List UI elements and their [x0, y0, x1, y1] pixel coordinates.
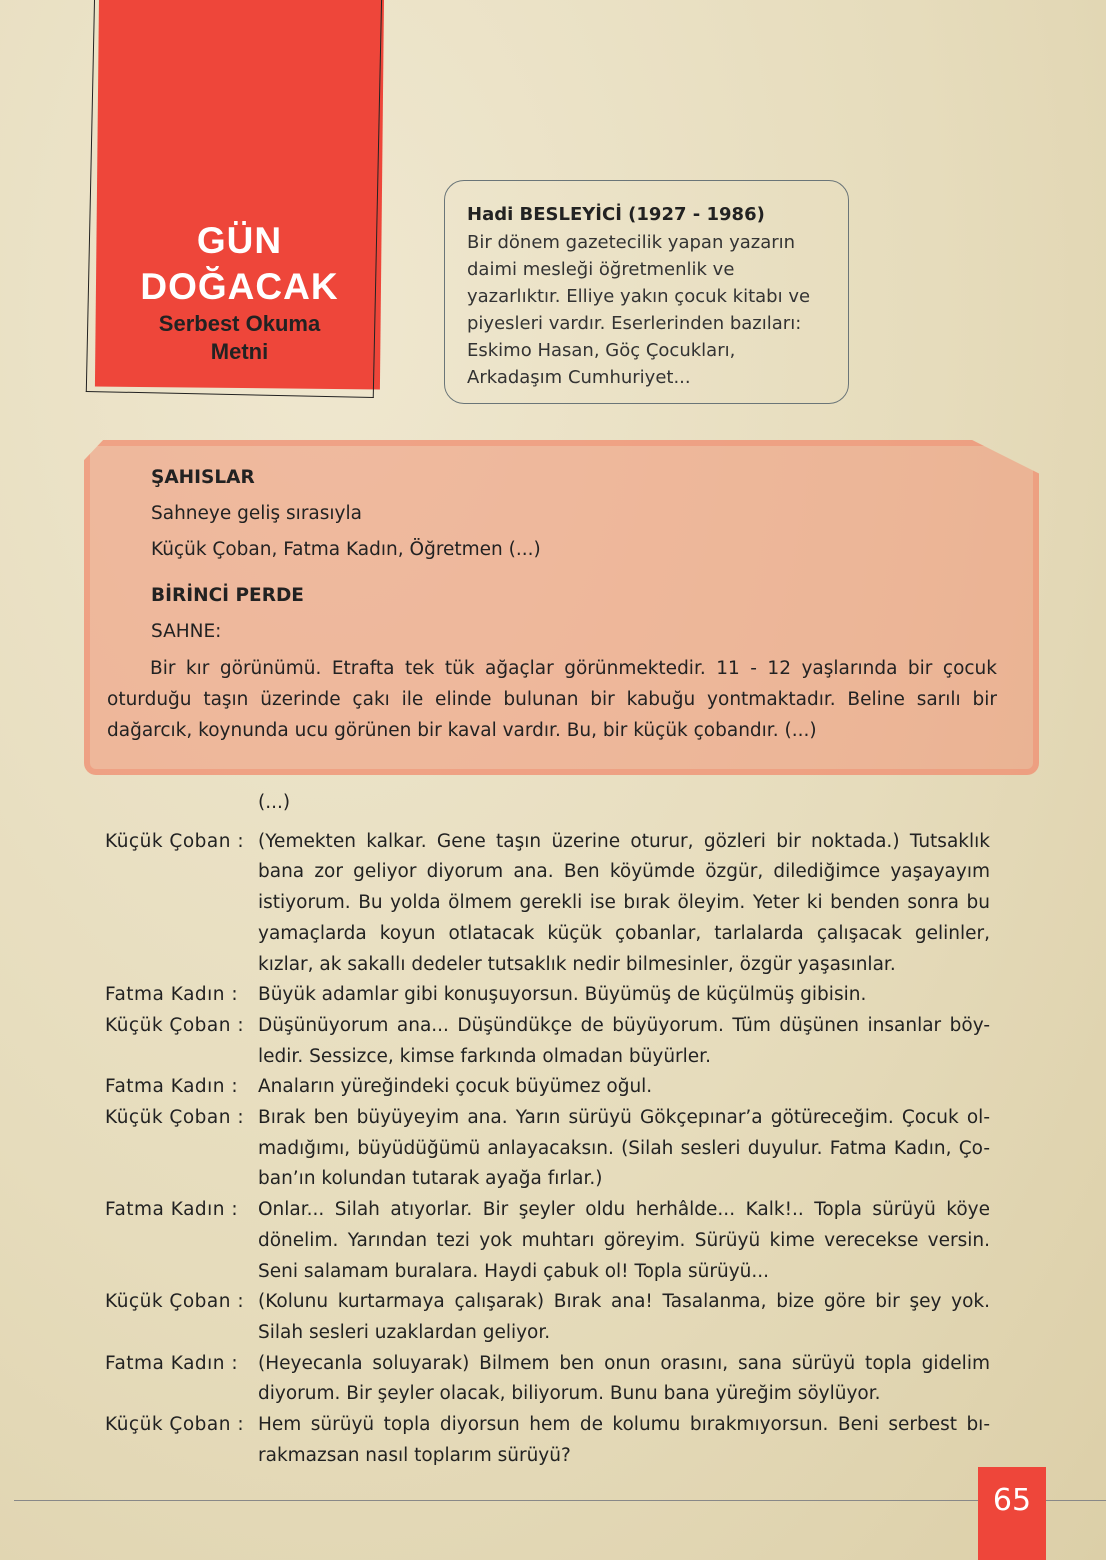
dialogue-line [105, 1349, 990, 1410]
speaker: Fatma Kadın : [105, 1352, 239, 1374]
speaker: Küçük Çoban : [105, 1414, 245, 1436]
speaker: Küçük Çoban : [105, 1107, 245, 1129]
speech: (Kolunu kurtarmaya çalışarak) Bırak ana! Tasalanma, bize göre bir şey yok. Silah sesleri uzaklardan geliyor. [258, 1291, 990, 1343]
speaker: Küçük Çoban : [105, 830, 245, 852]
dialogue-line [105, 788, 990, 819]
speech: (...) [258, 792, 291, 813]
speech: Hem sürüyü topla diyorsun hem de kolumu bırakmıyorsun. Beni serbest bı-rakmazsan nasıl toplarım sürüyü? [258, 1414, 990, 1466]
speaker: Fatma Kadın : [105, 1199, 239, 1221]
speech: Büyük adamlar gibi konuşuyorsun. Büyümüş de küçülmüş gibisin. [258, 984, 867, 1006]
dialogue-line [105, 1072, 990, 1103]
dialogue-line [105, 1011, 990, 1072]
cast-heading: ŞAHISLAR [151, 467, 255, 488]
speech: Onlar... Silah atıyorlar. Bir şeyler oldu herhâlde... Kalk!.. Topla sürüyü köye dönelim. Yarından tezi yok muhtarı göreyim. Sürüyü kime verecekse versin. Seni salamam buralara. Haydi çabuk ol! Topla sürüyü... [258, 1199, 990, 1282]
speech: (Heyecanla soluyarak) Bilmem ben onun orasını, sana sürüyü topla gidelim diyorum. Bir şeyler olacak, biliyorum. Bunu bana yüreğim söylüyor. [258, 1352, 990, 1405]
stage-label: SAHNE: [151, 621, 222, 642]
dialogue-line [105, 980, 990, 1011]
speech: (Yemekten kalkar. Gene taşın üzerine oturur, gözleri bir noktada.) Tutsaklık bana zor geliyor diyorum ana. Ben köyümde özgür, dilediğimce yaşayayım istiyorum. Bu yolda ölmem gerekli ise bırak öleyim. Yeter ki benden sonra bu yamaçlarda koyun otlatacak küçük çobanlar, tarlalarda çalışacak gelinler, kızlar, ak sakallı dedeler tutsaklık nedir bilmesinler, özgür yaşasınlar. [258, 830, 990, 975]
footer-divider [14, 1500, 1106, 1501]
dialogue-line [105, 1103, 990, 1195]
page-title [97, 218, 382, 366]
speech: Bırak ben büyüyeyim ana. Yarın sürüyü Gökçepınar’a götüreceğim. Çocuk ol-madığımı, büyüdüğümü anlayacaksın. (Silah sesleri duyulur. Fatma Kadın, Ço-ban’ın kolundan tutarak ayağa fırlar.) [258, 1107, 990, 1190]
author-bio-box [444, 180, 849, 404]
act-heading: BİRİNCİ PERDE [151, 585, 304, 606]
speaker: Fatma Kadın : [105, 984, 239, 1006]
speaker [105, 788, 258, 819]
author-heading: Hadi BESLEYİCİ (1927 - 1986) [467, 204, 765, 225]
subtitle-line-2: Metni [210, 339, 269, 364]
speech: Anaların yüreğindeki çocuk büyümez oğul. [258, 1076, 653, 1098]
title-line-1: GÜN [196, 220, 283, 261]
page-number: 65 [978, 1467, 1046, 1560]
speech: Düşünüyorum ana... Düşündükçe de büyüyorum. Tüm düşünen insanlar böy-ledir. Sessizce, kimse farkında olmadan büyürler. [258, 1014, 990, 1067]
speaker: Fatma Kadın : [105, 1076, 239, 1098]
dialogue-line [105, 827, 990, 981]
dialogue-line [105, 1195, 990, 1287]
dialogue-line [105, 1410, 990, 1471]
scene-description: Bir kır görünümü. Etrafta tek tük ağaçlar görünmektedir. 11 - 12 yaşlarında bir çocuk oturduğu taşın üzerinde çakı ile elinde bulunan bir kabuğu yontmaktadır. Beline sarılı bir dağarcık, koynunda ucu görünen bir kaval vardır. Bu, bir küçük çobandır. (...) [107, 658, 997, 741]
dialogue [105, 788, 990, 1471]
speaker: Küçük Çoban : [105, 1014, 245, 1036]
title-line-2: DOĞACAK [140, 266, 339, 307]
cast-subheading: Sahneye geliş sırasıyla [151, 503, 362, 524]
author-bio-text: Bir dönem gazetecilik yapan yazarın daimi mesleği öğretmenlik ve yazarlıktır. Elliye yakın çocuk kitabı ve piyesleri vardır. Eserlerinden bazıları: Eskimo Hasan, Göç Çocukları, Arkadaşım Cumhuriyet... [467, 232, 811, 388]
speaker: Küçük Çoban : [105, 1291, 245, 1313]
subtitle-line-1: Serbest Okuma [158, 311, 321, 336]
cast-list: Küçük Çoban, Fatma Kadın, Öğretmen (...) [151, 539, 541, 560]
dialogue-line [105, 1287, 990, 1348]
